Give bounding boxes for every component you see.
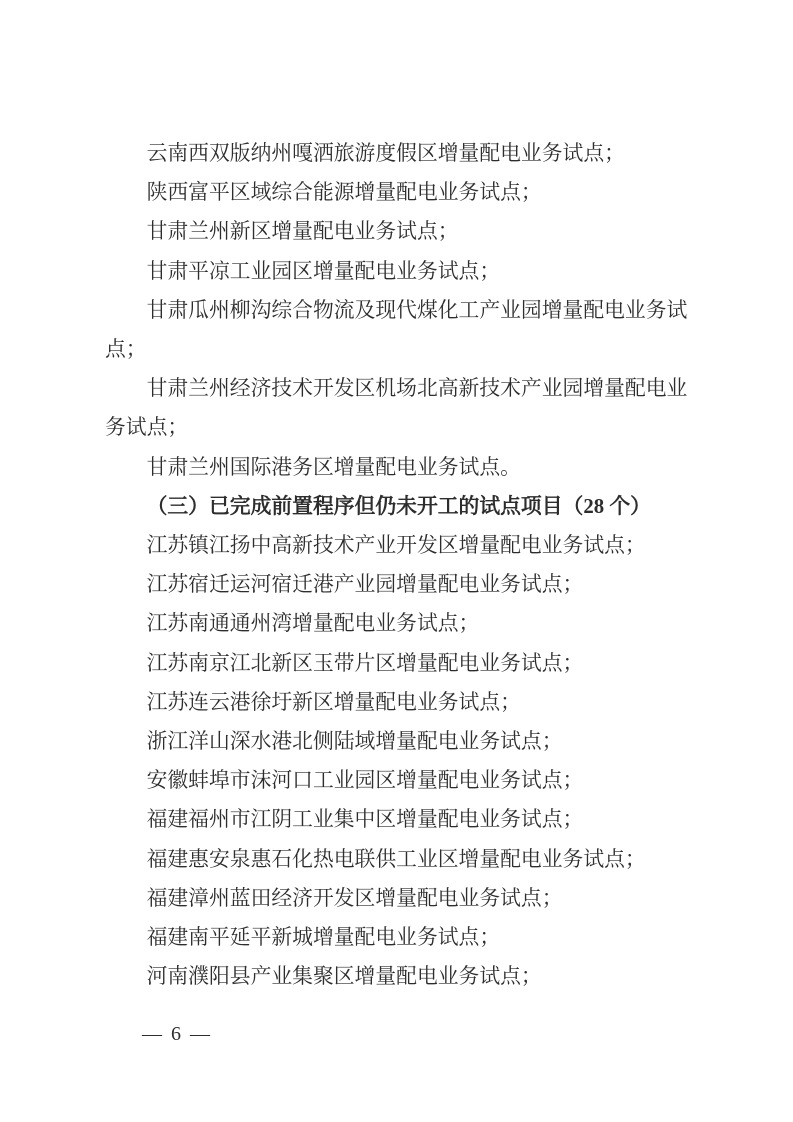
- paragraph: 江苏镇江扬中高新技术产业开发区增量配电业务试点；: [146, 534, 646, 558]
- paragraph: 江苏宿迁运河宿迁港产业园增量配电业务试点；: [146, 573, 584, 597]
- paragraph: 江苏连云港徐圩新区增量配电业务试点；: [146, 690, 521, 714]
- paragraph: 福建南平延平新城增量配电业务试点；: [146, 926, 501, 950]
- paragraph: 浙江洋山深水港北侧陆域增量配电业务试点；: [146, 730, 563, 754]
- section-heading: （三）已完成前置程序但仍未开工的试点项目（28 个）: [146, 494, 651, 518]
- paragraph: 甘肃瓜州柳沟综合物流及现代煤化工产业园增量配电业务试点；: [105, 298, 688, 362]
- paragraph: 甘肃平凉工业园区增量配电业务试点；: [146, 259, 501, 283]
- paragraph: 甘肃兰州经济技术开发区机场北高新技术产业园增量配电业务试点；: [105, 377, 688, 440]
- paragraph: 福建福州市江阴工业集中区增量配电业务试点；: [146, 808, 584, 832]
- document-body: [105, 134, 689, 996]
- paragraph: 甘肃兰州新区增量配电业务试点；: [146, 220, 459, 244]
- page-number: — 6 —: [142, 1023, 212, 1045]
- paragraph: 陕西富平区域综合能源增量配电业务试点；: [146, 181, 542, 205]
- paragraph: 安徽蚌埠市沫河口工业园区增量配电业务试点；: [146, 769, 584, 793]
- paragraph: 江苏南京江北新区玉带片区增量配电业务试点；: [146, 651, 584, 675]
- paragraph: 福建惠安泉惠石化热电联供工业区增量配电业务试点；: [146, 847, 646, 871]
- page-footer: [114, 998, 212, 1070]
- paragraph: 江苏南通通州湾增量配电业务试点；: [146, 612, 480, 636]
- paragraph: 甘肃兰州国际港务区增量配电业务试点。: [146, 455, 521, 479]
- paragraph: 云南西双版纳州嘎洒旅游度假区增量配电业务试点；: [146, 142, 625, 165]
- paragraph: 河南濮阳县产业集聚区增量配电业务试点；: [146, 965, 542, 989]
- paragraph: 福建漳州蓝田经济开发区增量配电业务试点；: [146, 886, 563, 910]
